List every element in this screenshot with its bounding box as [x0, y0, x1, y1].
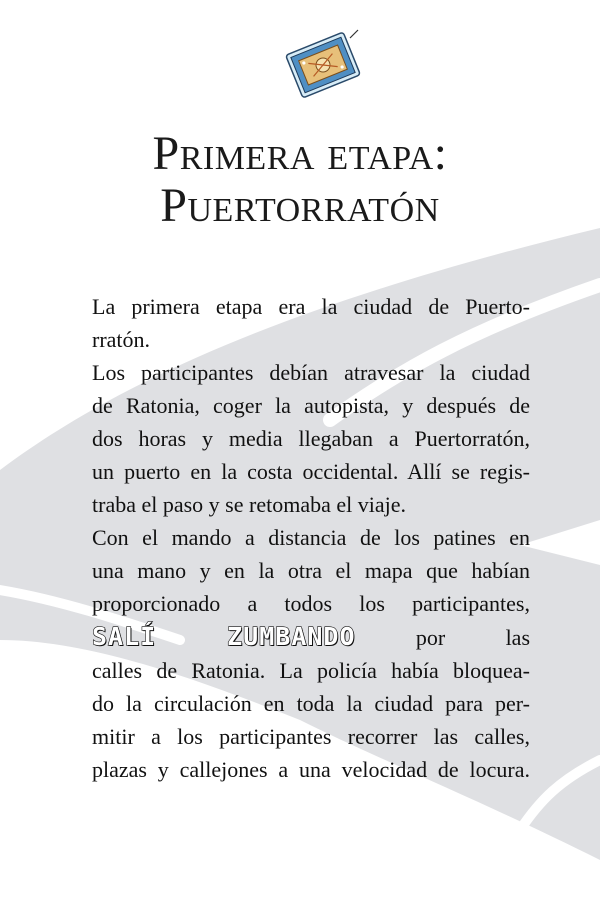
text-line: dos horas y media llegaban a Puertorratón,	[92, 426, 530, 451]
text-line: traba el paso y se retomaba el viaje.	[92, 492, 406, 517]
page-title-line-2: Puertorratón	[160, 179, 440, 232]
text-line: do la circulación en toda la ciudad para per-	[92, 691, 530, 716]
text-line: un puerto en la costa occidental. Allí se regis-	[92, 459, 530, 484]
page-title-line-1: Primera etapa:	[152, 127, 448, 180]
body-text	[92, 290, 530, 786]
text-line: rratón.	[92, 327, 151, 352]
text-line: Los participantes debían atravesar la ciudad	[92, 360, 530, 385]
text-line: calles de Ratonia. La policía había bloquea-	[92, 658, 530, 683]
sali-zumbando-emphasis: SALÍ ZUMBANDO	[92, 622, 356, 651]
text-line: Con el mando a distancia de los patines en	[92, 525, 530, 550]
text-line: de Ratonia, coger la autopista, y después de	[92, 393, 530, 418]
text-line: plazas y callejones a una velocidad de locura.	[92, 757, 530, 782]
text-line: proporcionado a todos los participantes,	[92, 591, 530, 616]
text-line: una mano y en la otra el mapa que habían	[92, 558, 530, 583]
text-line: mitir a los participantes recorrer las calles,	[92, 724, 530, 749]
treasure-map-icon	[280, 28, 366, 102]
emphasis-line-rest: por las	[415, 625, 531, 650]
text-line: La primera etapa era la ciudad de Puerto-	[92, 294, 530, 319]
emphasis-line	[92, 620, 530, 654]
